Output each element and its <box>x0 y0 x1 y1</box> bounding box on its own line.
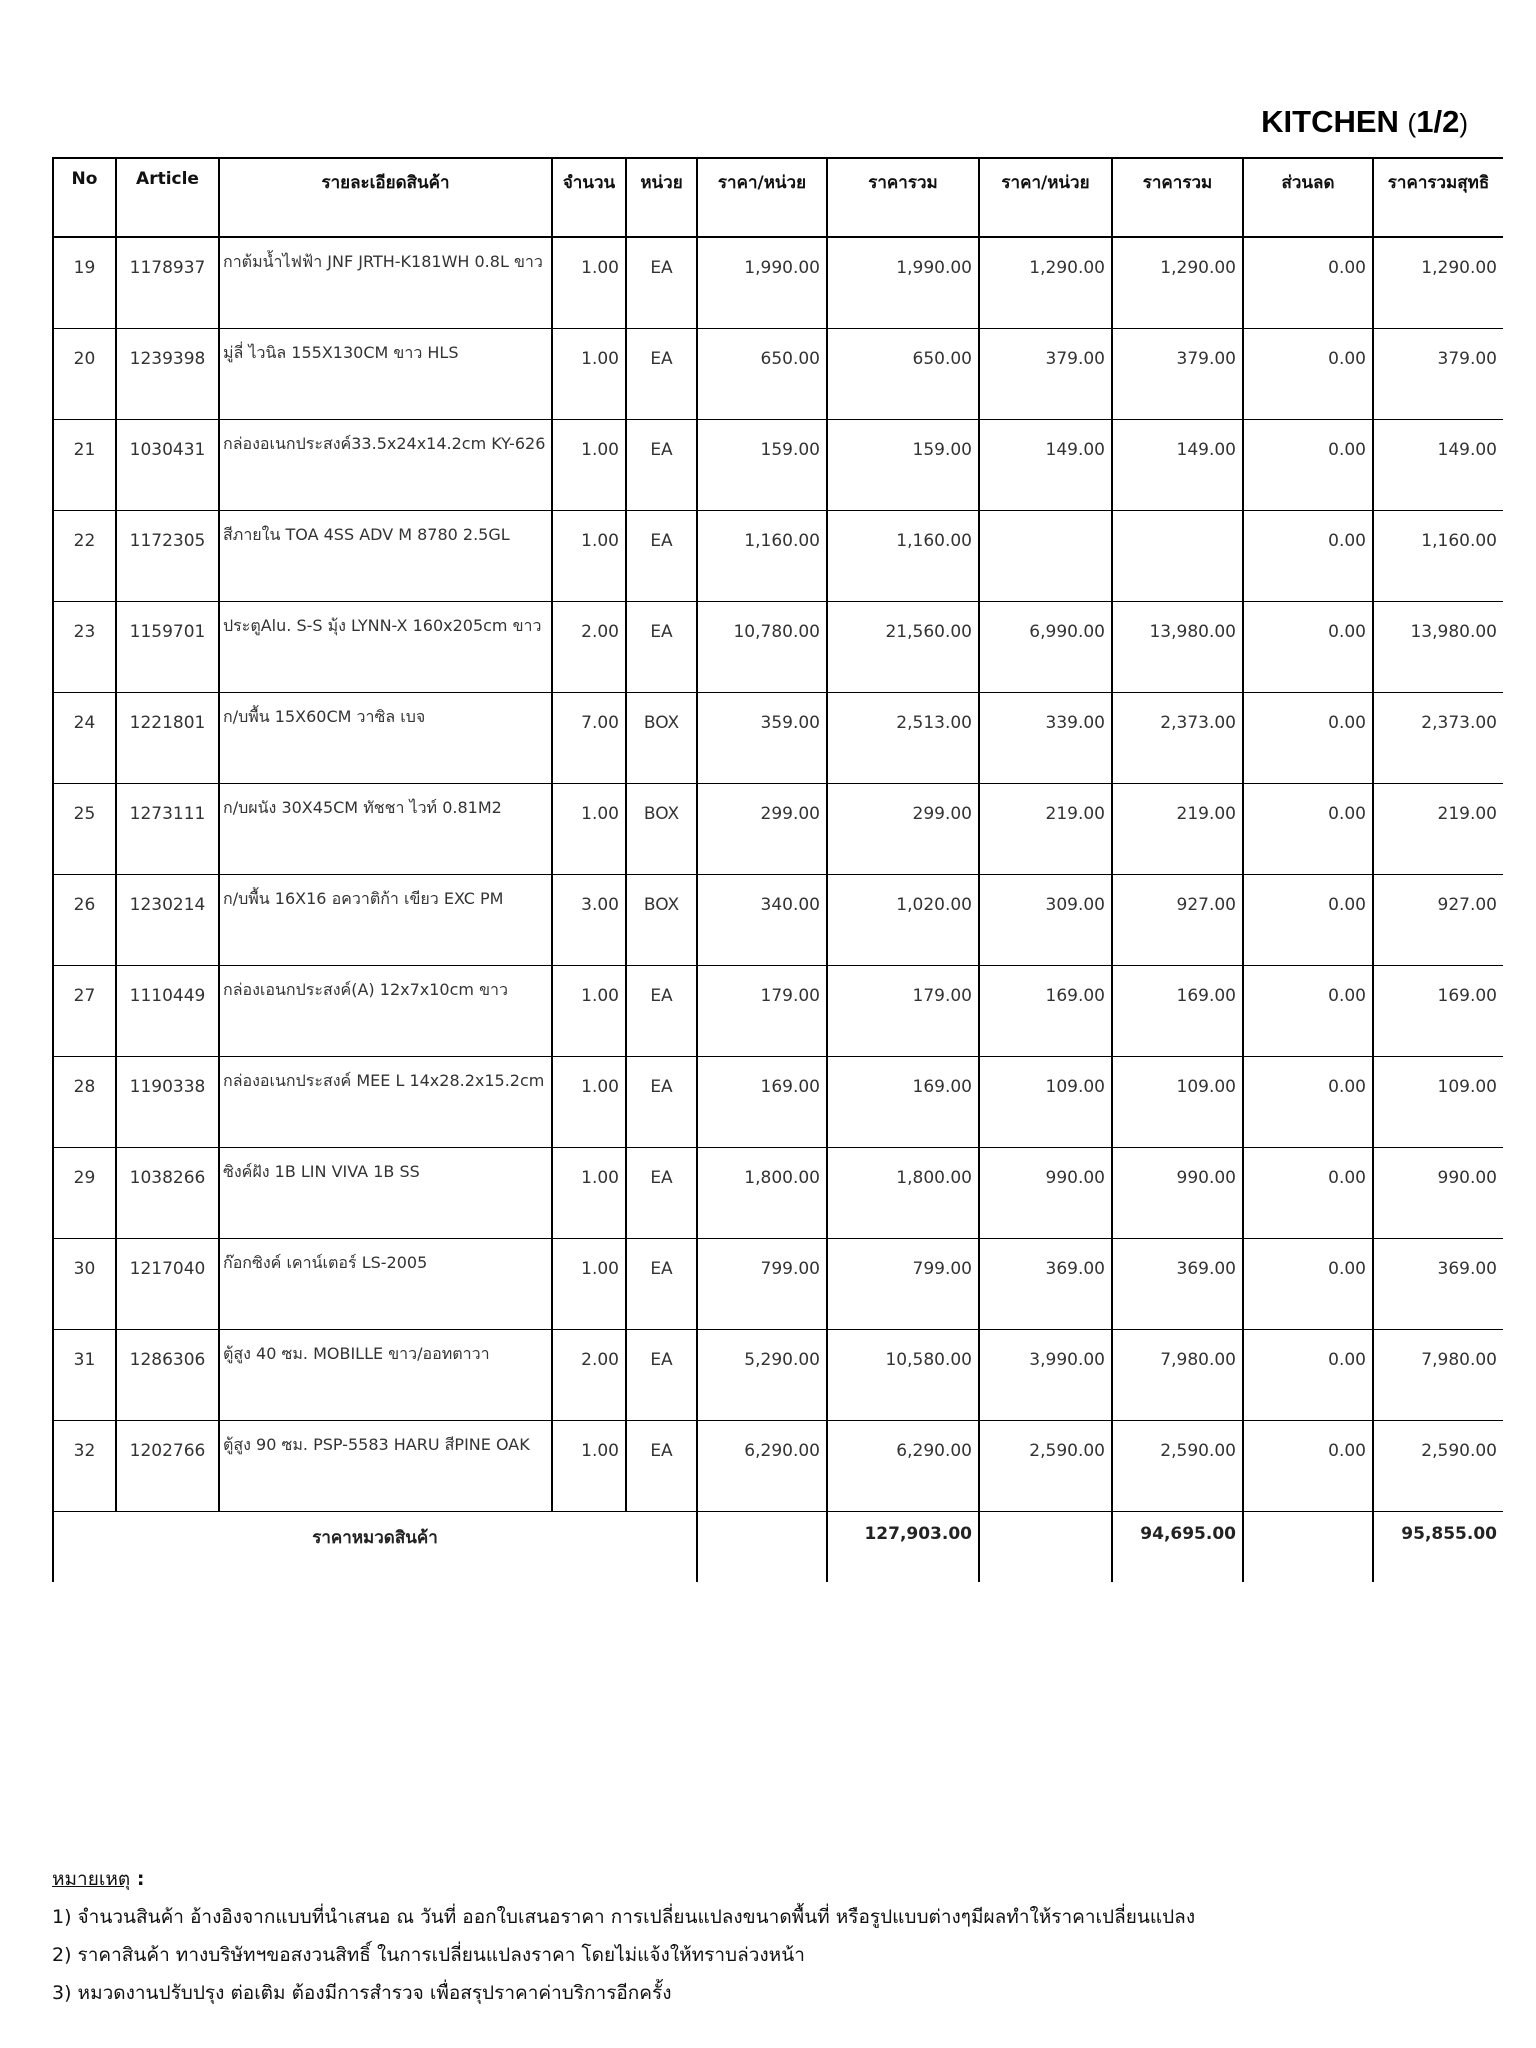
cell-net-total: 169.00 <box>1373 966 1503 1057</box>
cell-article: 1217040 <box>116 1239 219 1330</box>
cell-discount: 0.00 <box>1243 329 1373 420</box>
cell-discount: 0.00 <box>1243 1421 1373 1512</box>
cell-unit-price: 6,290.00 <box>697 1421 827 1512</box>
page-number-open: ( <box>1407 108 1417 138</box>
cell-total: 159.00 <box>827 420 979 511</box>
table-row <box>53 1421 1503 1512</box>
cell-no: 27 <box>53 966 116 1057</box>
cell-unit-price: 650.00 <box>697 329 827 420</box>
cell-unit-price-2 <box>979 511 1112 602</box>
cell-no: 29 <box>53 1148 116 1239</box>
cell-total-2: 7,980.00 <box>1112 1330 1243 1421</box>
cell-quantity: 7.00 <box>552 693 626 784</box>
cell-description: ตู้สูง 90 ซม. PSP-5583 HARU สีPINE OAK <box>219 1421 552 1512</box>
cell-unit-price: 1,160.00 <box>697 511 827 602</box>
table-row <box>53 1148 1503 1239</box>
cell-article: 1178937 <box>116 237 219 329</box>
cell-discount: 0.00 <box>1243 1330 1373 1421</box>
cell-unit-price: 169.00 <box>697 1057 827 1148</box>
cell-total: 1,990.00 <box>827 237 979 329</box>
cell-total-2: 369.00 <box>1112 1239 1243 1330</box>
column-header-discount: ส่วนลด <box>1243 158 1373 237</box>
table-header-row <box>53 158 1503 237</box>
cell-quantity: 3.00 <box>552 875 626 966</box>
cell-unit-price: 299.00 <box>697 784 827 875</box>
cell-unit: EA <box>626 1421 697 1512</box>
category-total-amount: 127,903.00 <box>827 1512 979 1583</box>
cell-total-2: 169.00 <box>1112 966 1243 1057</box>
cell-total: 1,160.00 <box>827 511 979 602</box>
cell-total-2: 1,290.00 <box>1112 237 1243 329</box>
page-number-close: ) <box>1459 108 1468 138</box>
cell-net-total: 927.00 <box>1373 875 1503 966</box>
cell-total: 799.00 <box>827 1239 979 1330</box>
cell-unit-price: 359.00 <box>697 693 827 784</box>
cell-unit: EA <box>626 329 697 420</box>
cell-net-total: 2,590.00 <box>1373 1421 1503 1512</box>
notes-heading <box>52 1860 1195 1898</box>
cell-total: 6,290.00 <box>827 1421 979 1512</box>
cell-description: กล่องเอนกประสงค์(A) 12x7x10cm ขาว <box>219 966 552 1057</box>
cell-total: 169.00 <box>827 1057 979 1148</box>
cell-unit-price-2: 3,990.00 <box>979 1330 1112 1421</box>
column-header-article: Article <box>116 158 219 237</box>
cell-quantity: 1.00 <box>552 1148 626 1239</box>
table-row <box>53 784 1503 875</box>
table-row <box>53 1239 1503 1330</box>
cell-total-2: 149.00 <box>1112 420 1243 511</box>
table-row <box>53 602 1503 693</box>
cell-quantity: 2.00 <box>552 1330 626 1421</box>
table-row <box>53 1057 1503 1148</box>
cell-quantity: 2.00 <box>552 602 626 693</box>
cell-total: 179.00 <box>827 966 979 1057</box>
cell-unit-price: 5,290.00 <box>697 1330 827 1421</box>
cell-unit-price-2: 219.00 <box>979 784 1112 875</box>
cell-article: 1159701 <box>116 602 219 693</box>
cell-net-total: 2,373.00 <box>1373 693 1503 784</box>
column-header-total: ราคารวม <box>827 158 979 237</box>
cell-total-2 <box>1112 511 1243 602</box>
cell-unit-price-2: 169.00 <box>979 966 1112 1057</box>
cell-no: 23 <box>53 602 116 693</box>
cell-net-total: 219.00 <box>1373 784 1503 875</box>
page-title <box>1261 104 1468 140</box>
cell-net-total: 7,980.00 <box>1373 1330 1503 1421</box>
cell-discount: 0.00 <box>1243 693 1373 784</box>
cell-unit-price-2: 379.00 <box>979 329 1112 420</box>
cell-unit-price-2: 109.00 <box>979 1057 1112 1148</box>
table-body <box>53 237 1503 1512</box>
cell-article: 1221801 <box>116 693 219 784</box>
column-header-no: No <box>53 158 116 237</box>
cell-total: 21,560.00 <box>827 602 979 693</box>
cell-quantity: 1.00 <box>552 420 626 511</box>
cell-description: กล่องอเนกประสงค์33.5x24x14.2cm KY-626 <box>219 420 552 511</box>
cell-description: ก/บพื้น 15X60CM วาซิล เบจ <box>219 693 552 784</box>
cell-discount: 0.00 <box>1243 237 1373 329</box>
cell-unit-price-2: 309.00 <box>979 875 1112 966</box>
column-header-unit-price-2: ราคา/หน่วย <box>979 158 1112 237</box>
cell-net-total: 13,980.00 <box>1373 602 1503 693</box>
cell-quantity: 1.00 <box>552 329 626 420</box>
cell-no: 32 <box>53 1421 116 1512</box>
cell-description: กาต้มน้ำไฟฟ้า JNF JRTH-K181WH 0.8L ขาว <box>219 237 552 329</box>
cell-net-total: 1,160.00 <box>1373 511 1503 602</box>
cell-description: มู่ลี่ ไวนิล 155X130CM ขาว HLS <box>219 329 552 420</box>
cell-quantity: 1.00 <box>552 237 626 329</box>
cell-total-2: 927.00 <box>1112 875 1243 966</box>
note-line-2: 2) ราคาสินค้า ทางบริษัทฯขอสงวนสิทธิ์ ในการเปลี่ยนแปลงราคา โดยไม่แจ้งให้ทราบล่วงหน้า <box>52 1944 805 1966</box>
page-number: 1/2 <box>1416 104 1460 139</box>
cell-discount: 0.00 <box>1243 1239 1373 1330</box>
cell-no: 19 <box>53 237 116 329</box>
table-row <box>53 1330 1503 1421</box>
cell-total: 650.00 <box>827 329 979 420</box>
cell-article: 1038266 <box>116 1148 219 1239</box>
column-header-net-total: ราคารวมสุทธิ <box>1373 158 1503 237</box>
cell-total-2: 109.00 <box>1112 1057 1243 1148</box>
cell-unit: BOX <box>626 693 697 784</box>
category-total-label: ราคาหมวดสินค้า <box>53 1512 697 1583</box>
cell-description: กล่องอเนกประสงค์ MEE L 14x28.2x15.2cm <box>219 1057 552 1148</box>
cell-quantity: 1.00 <box>552 1421 626 1512</box>
cell-unit-price: 1,990.00 <box>697 237 827 329</box>
total-row-spacer-2 <box>979 1512 1112 1583</box>
notes-title: หมายเหตุ <box>52 1868 131 1890</box>
cell-total-2: 13,980.00 <box>1112 602 1243 693</box>
cell-net-total: 379.00 <box>1373 329 1503 420</box>
notes-colon: : <box>130 1868 145 1890</box>
cell-description: สีภายใน TOA 4SS ADV M 8780 2.5GL <box>219 511 552 602</box>
cell-unit: EA <box>626 420 697 511</box>
notes-section <box>52 1860 1195 2012</box>
cell-unit: BOX <box>626 875 697 966</box>
cell-article: 1239398 <box>116 329 219 420</box>
cell-quantity: 1.00 <box>552 1239 626 1330</box>
cell-unit-price: 179.00 <box>697 966 827 1057</box>
cell-article: 1286306 <box>116 1330 219 1421</box>
table-row <box>53 329 1503 420</box>
cell-description: ตู้สูง 40 ซม. MOBILLE ขาว/ออทตาวา <box>219 1330 552 1421</box>
cell-no: 26 <box>53 875 116 966</box>
cell-article: 1230214 <box>116 875 219 966</box>
total-row-spacer <box>697 1512 827 1583</box>
table-row <box>53 511 1503 602</box>
total-row-spacer-3 <box>1243 1512 1373 1583</box>
cell-net-total: 990.00 <box>1373 1148 1503 1239</box>
cell-unit: EA <box>626 1330 697 1421</box>
cell-description: ประตูAlu. S-S มุ้ง LYNN-X 160x205cm ขาว <box>219 602 552 693</box>
cell-article: 1202766 <box>116 1421 219 1512</box>
cell-quantity: 1.00 <box>552 784 626 875</box>
cell-no: 28 <box>53 1057 116 1148</box>
cell-description: ก๊อกซิงค์ เคาน์เตอร์ LS-2005 <box>219 1239 552 1330</box>
cell-unit: EA <box>626 1057 697 1148</box>
cell-unit-price: 799.00 <box>697 1239 827 1330</box>
cell-discount: 0.00 <box>1243 784 1373 875</box>
category-net-total: 95,855.00 <box>1373 1512 1503 1583</box>
column-header-description: รายละเอียดสินค้า <box>219 158 552 237</box>
cell-unit: EA <box>626 1239 697 1330</box>
cell-no: 21 <box>53 420 116 511</box>
cell-discount: 0.00 <box>1243 1057 1373 1148</box>
cell-total-2: 2,373.00 <box>1112 693 1243 784</box>
cell-unit: BOX <box>626 784 697 875</box>
cell-article: 1273111 <box>116 784 219 875</box>
cell-description: ก/บพื้น 16X16 อควาติก้า เขียว EXC PM <box>219 875 552 966</box>
cell-quantity: 1.00 <box>552 511 626 602</box>
cell-discount: 0.00 <box>1243 966 1373 1057</box>
cell-total-2: 219.00 <box>1112 784 1243 875</box>
cell-no: 30 <box>53 1239 116 1330</box>
cell-total-2: 990.00 <box>1112 1148 1243 1239</box>
cell-quantity: 1.00 <box>552 966 626 1057</box>
cell-net-total: 369.00 <box>1373 1239 1503 1330</box>
cell-article: 1110449 <box>116 966 219 1057</box>
cell-total: 1,800.00 <box>827 1148 979 1239</box>
cell-unit-price: 340.00 <box>697 875 827 966</box>
cell-discount: 0.00 <box>1243 1148 1373 1239</box>
table-row <box>53 693 1503 784</box>
cell-unit: EA <box>626 966 697 1057</box>
cell-unit: EA <box>626 237 697 329</box>
column-header-unit-price: ราคา/หน่วย <box>697 158 827 237</box>
column-header-quantity: จำนวน <box>552 158 626 237</box>
cell-article: 1172305 <box>116 511 219 602</box>
cell-total-2: 2,590.00 <box>1112 1421 1243 1512</box>
cell-unit: EA <box>626 511 697 602</box>
cell-net-total: 1,290.00 <box>1373 237 1503 329</box>
cell-total: 2,513.00 <box>827 693 979 784</box>
cell-total: 10,580.00 <box>827 1330 979 1421</box>
cell-no: 31 <box>53 1330 116 1421</box>
cell-unit-price: 10,780.00 <box>697 602 827 693</box>
cell-total: 1,020.00 <box>827 875 979 966</box>
table-row <box>53 237 1503 329</box>
cell-total: 299.00 <box>827 784 979 875</box>
cell-description: ก/บผนัง 30X45CM ทัชชา ไวท์ 0.81M2 <box>219 784 552 875</box>
cell-unit: EA <box>626 1148 697 1239</box>
cell-description: ซิงค์ฝัง 1B LIN VIVA 1B SS <box>219 1148 552 1239</box>
note-line-3: 3) หมวดงานปรับปรุง ต่อเติม ต้องมีการสำรวจ เพื่อสรุปราคาค่าบริการอีกครั้ง <box>52 1982 672 2004</box>
cell-discount: 0.00 <box>1243 602 1373 693</box>
category-total-amount-2: 94,695.00 <box>1112 1512 1243 1583</box>
cell-unit: EA <box>626 602 697 693</box>
table-row <box>53 420 1503 511</box>
category-total-row <box>53 1512 1503 1583</box>
table-row <box>53 875 1503 966</box>
cell-net-total: 149.00 <box>1373 420 1503 511</box>
cell-discount: 0.00 <box>1243 420 1373 511</box>
cell-quantity: 1.00 <box>552 1057 626 1148</box>
cell-unit-price-2: 149.00 <box>979 420 1112 511</box>
column-header-unit: หน่วย <box>626 158 697 237</box>
cell-unit-price-2: 2,590.00 <box>979 1421 1112 1512</box>
cell-no: 22 <box>53 511 116 602</box>
cell-article: 1030431 <box>116 420 219 511</box>
cell-unit-price: 159.00 <box>697 420 827 511</box>
cell-net-total: 109.00 <box>1373 1057 1503 1148</box>
column-header-total-2: ราคารวม <box>1112 158 1243 237</box>
cell-discount: 0.00 <box>1243 511 1373 602</box>
cell-no: 25 <box>53 784 116 875</box>
cell-unit-price-2: 6,990.00 <box>979 602 1112 693</box>
cell-unit-price-2: 1,290.00 <box>979 237 1112 329</box>
cell-unit-price: 1,800.00 <box>697 1148 827 1239</box>
table-row <box>53 966 1503 1057</box>
quotation-table <box>52 157 1503 1582</box>
cell-unit-price-2: 990.00 <box>979 1148 1112 1239</box>
page-title-text: KITCHEN <box>1261 104 1399 139</box>
cell-no: 24 <box>53 693 116 784</box>
cell-no: 20 <box>53 329 116 420</box>
cell-unit-price-2: 369.00 <box>979 1239 1112 1330</box>
cell-discount: 0.00 <box>1243 875 1373 966</box>
cell-article: 1190338 <box>116 1057 219 1148</box>
cell-total-2: 379.00 <box>1112 329 1243 420</box>
cell-unit-price-2: 339.00 <box>979 693 1112 784</box>
note-line-1: 1) จำนวนสินค้า อ้างอิงจากแบบที่นำเสนอ ณ วันที่ ออกใบเสนอราคา การเปลี่ยนแปลงขนาดพื้นที่ หรือรูปแบบต่างๆมีผลทำให้ราคาเปลี่ยนแปลง <box>52 1906 1196 1928</box>
